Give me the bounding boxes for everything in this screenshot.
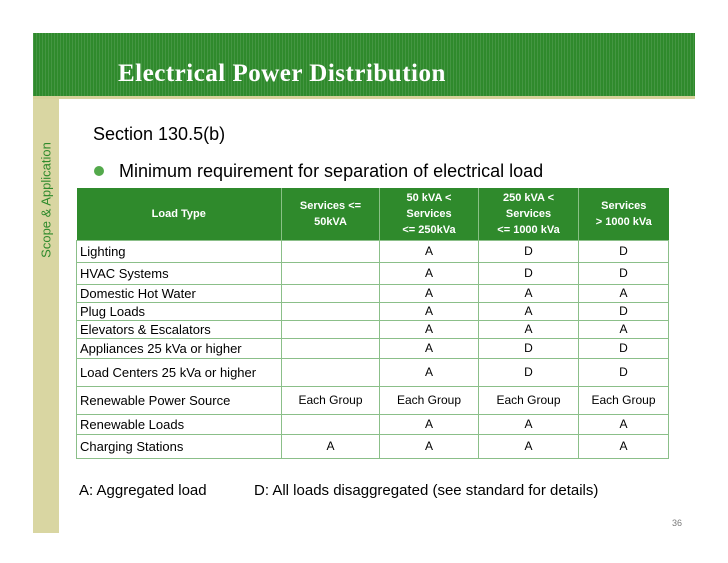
column-header [77, 188, 282, 240]
load-type-cell: Charging Stations [77, 434, 282, 458]
requirement-cell: D [479, 358, 579, 386]
column-header [479, 188, 579, 240]
requirement-cell: D [579, 302, 669, 320]
requirement-cell: A [380, 302, 479, 320]
requirement-cell [282, 284, 380, 302]
side-label: Scope & Application [38, 142, 54, 258]
requirement-cell: A [479, 302, 579, 320]
table-row [77, 358, 669, 386]
requirement-cell: A [380, 358, 479, 386]
requirement-cell: A [579, 320, 669, 338]
requirement-cell: A [479, 434, 579, 458]
table-row [77, 320, 669, 338]
legend-disaggregated: D: All loads disaggregated (see standard for details) [254, 482, 599, 499]
requirement-cell [282, 320, 380, 338]
requirement-cell: A [282, 434, 380, 458]
header-line: > 1000 kVa [595, 215, 652, 228]
table-row [77, 434, 669, 458]
requirement-cell [282, 358, 380, 386]
requirement-cell: A [380, 240, 479, 262]
requirement-cell: A [380, 414, 479, 434]
table-header-row [77, 188, 669, 240]
header-line: <= 1000 kVa [497, 223, 560, 236]
requirement-cell [282, 262, 380, 284]
distribution-table [76, 188, 669, 459]
requirement-cell [282, 302, 380, 320]
header-line: Services [505, 207, 552, 220]
requirement-cell: A [579, 414, 669, 434]
header-line: Services [601, 199, 647, 212]
column-header [579, 188, 669, 240]
header-line: Services <= [299, 199, 362, 212]
requirement-cell: D [579, 358, 669, 386]
requirement-cell [282, 414, 380, 434]
table-row [77, 302, 669, 320]
title-underline [33, 96, 695, 99]
load-type-cell: Load Centers 25 kVa or higher [77, 358, 282, 386]
table-row [77, 240, 669, 262]
requirement-cell: A [380, 434, 479, 458]
section-heading: Section 130.5(b) [93, 124, 226, 144]
requirement-cell: A [579, 434, 669, 458]
bullet-text: Minimum requirement for separation of electrical load [119, 161, 544, 181]
column-header [380, 188, 479, 240]
load-type-cell: Renewable Loads [77, 414, 282, 434]
requirement-cell: A [579, 284, 669, 302]
load-type-cell: HVAC Systems [77, 262, 282, 284]
bullet-icon [94, 166, 104, 176]
requirement-cell: A [479, 284, 579, 302]
requirement-cell: A [380, 338, 479, 358]
load-type-cell: Renewable Power Source [77, 386, 282, 414]
table-body [77, 240, 669, 458]
header-line: <= 250kVa [402, 223, 456, 236]
requirement-cell: Each Group [479, 386, 579, 414]
requirement-cell [282, 240, 380, 262]
table-row [77, 386, 669, 414]
requirement-cell: D [479, 240, 579, 262]
requirement-cell: A [479, 320, 579, 338]
requirement-cell: Each Group [282, 386, 380, 414]
header-line: 50kVA [314, 215, 347, 228]
table-row [77, 414, 669, 434]
slide-title: Electrical Power Distribution [118, 60, 446, 87]
table-row [77, 338, 669, 358]
requirement-cell: D [579, 240, 669, 262]
requirement-cell: A [380, 284, 479, 302]
requirement-cell: Each Group [579, 386, 669, 414]
requirement-cell: Each Group [380, 386, 479, 414]
load-type-cell: Lighting [77, 240, 282, 262]
load-type-cell: Plug Loads [77, 302, 282, 320]
header-line: 250 kVA < [502, 191, 555, 204]
header-line: 50 kVA < [406, 191, 452, 204]
load-type-cell: Elevators & Escalators [77, 320, 282, 338]
requirement-cell: D [479, 262, 579, 284]
requirement-cell: A [380, 262, 479, 284]
requirement-cell: D [579, 262, 669, 284]
column-header [282, 188, 380, 240]
requirement-cell: D [479, 338, 579, 358]
page-number: 36 [672, 518, 683, 528]
legend-aggregated: A: Aggregated load [79, 482, 207, 499]
requirement-cell: A [479, 414, 579, 434]
table-row [77, 284, 669, 302]
load-type-cell: Domestic Hot Water [77, 284, 282, 302]
requirement-cell: D [579, 338, 669, 358]
table-row [77, 262, 669, 284]
requirement-cell [282, 338, 380, 358]
header-line: Services [406, 207, 452, 220]
load-type-cell: Appliances 25 kVa or higher [77, 338, 282, 358]
requirement-cell: A [380, 320, 479, 338]
header-line: Load Type [151, 207, 206, 220]
